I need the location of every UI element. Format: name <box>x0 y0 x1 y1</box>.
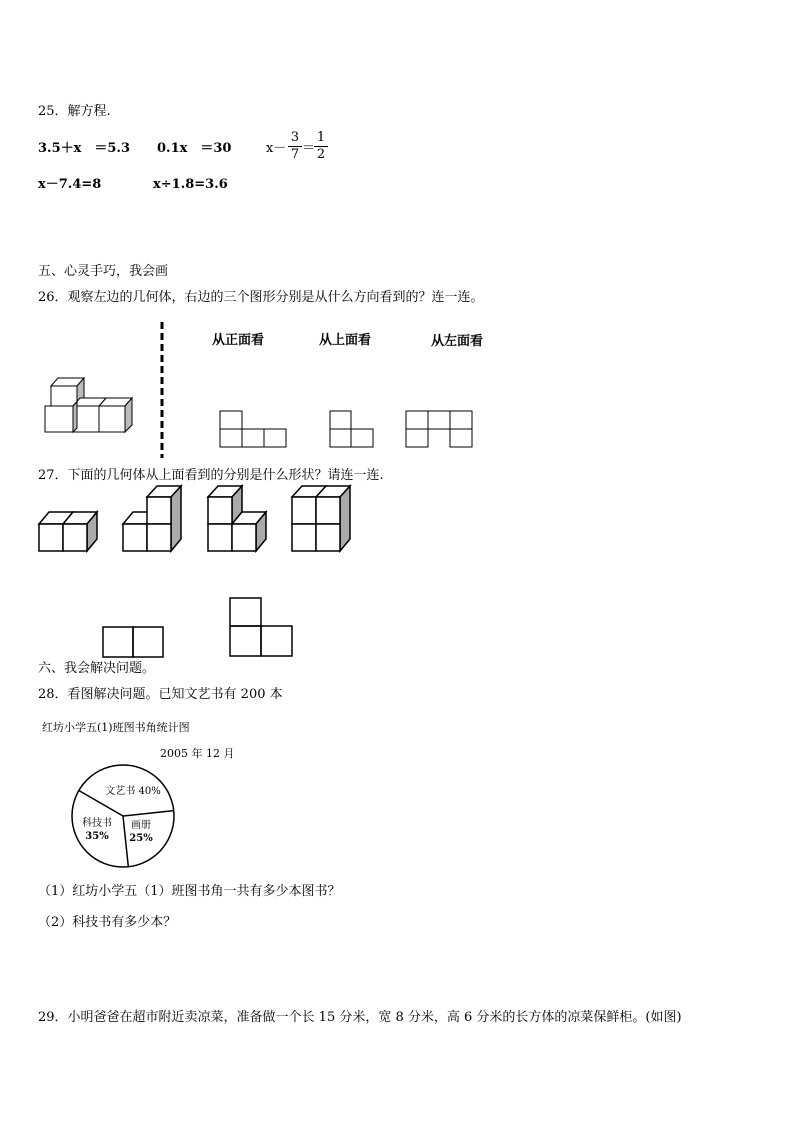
equation-5: x÷1.8=3.6 <box>153 177 228 192</box>
q26-title: 26．观察左边的几何体，右边的三个图形分别是从什么方向看到的？连一连。 <box>38 290 484 305</box>
denominator: 2 <box>316 147 326 162</box>
q28-sub-question-1: （1）红坊小学五（1）班图书角一共有多少本图书？ <box>38 884 341 899</box>
left-view-grid <box>406 411 472 447</box>
q27-shape-l-three-squares <box>230 598 292 656</box>
front-view-grid <box>220 411 286 447</box>
q28-title: 28．看图解决问题。已知文艺书有 200 本 <box>38 687 283 702</box>
numerator: 3 <box>290 130 300 145</box>
label-front-view: 从正面看 <box>212 333 265 348</box>
equals-sign: ＝ <box>302 141 316 156</box>
pie-slice-percent: 35% <box>85 831 109 842</box>
q28-sub-question-2: （2）科技书有多少本？ <box>38 915 177 930</box>
label-top-view: 从上面看 <box>319 333 372 348</box>
pie-slice-percent: 25% <box>129 833 153 844</box>
q27-solid-4 <box>292 486 350 551</box>
pie-slice-label: 文艺书 40% <box>105 786 161 797</box>
label-left-view: 从左面看 <box>431 334 484 349</box>
chart-caption: 红坊小学五(1)班图书角统计图 <box>42 721 190 734</box>
section-5-heading: 五、心灵手巧，我会画 <box>38 264 169 279</box>
equation-4: x－7.4=8 <box>38 177 102 192</box>
pie-slice-label: 科技书 <box>82 818 112 829</box>
equation-2: 0.1x ＝30 <box>157 141 232 156</box>
q26-solid-figure <box>45 378 132 432</box>
q27-solid-1 <box>39 512 97 551</box>
q25-title: 25．解方程. <box>38 104 111 119</box>
q29-title: 29．小明爸爸在超市附近卖凉菜，准备做一个长 15 分米，宽 8 分米，高 6 分米的长方体的凉菜保鲜柜。(如图) <box>38 1010 682 1025</box>
chart-date: 2005 年 12 月 <box>160 747 235 760</box>
denominator: 7 <box>290 147 300 162</box>
section-6-heading: 六、我会解决问题。 <box>38 661 156 676</box>
q27-solid-3 <box>208 486 266 551</box>
q27-shape-two-squares <box>103 627 163 657</box>
q27-title: 27．下面的几何体从上面看到的分别是什么形状？请连一连. <box>38 468 384 483</box>
q27-solid-2 <box>123 486 181 551</box>
equation-1: 3.5＋x ＝5.3 <box>38 141 130 156</box>
pie-slice-label: 画册 <box>131 820 151 831</box>
pie-chart <box>72 765 174 867</box>
top-view-grid <box>330 411 373 447</box>
numerator: 1 <box>316 130 326 145</box>
equation-3-prefix: x－ <box>266 141 287 156</box>
